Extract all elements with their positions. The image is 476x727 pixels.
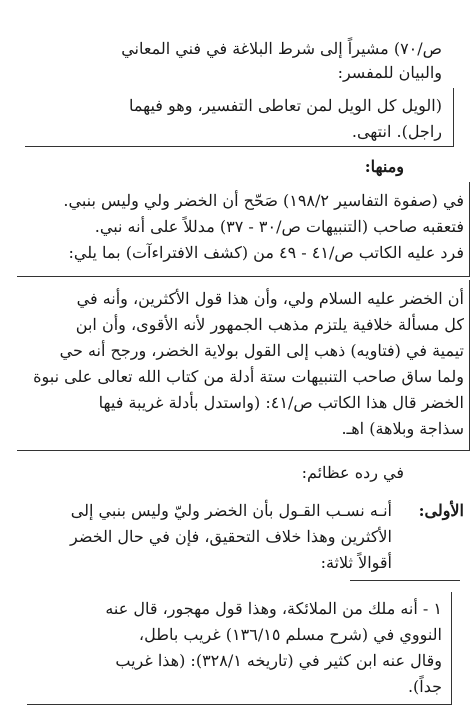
text-line: النووي في (شرح مسلم ١٣٦/١٥) غريب باطل، (138, 625, 442, 644)
text-box (27, 592, 452, 705)
text-line: راجل). انتهى. (351, 122, 442, 141)
text-line: في (صفوة التفاسير ١٩٨/٢) صَحّح أن الخضر ولي وليس بنبي. (63, 191, 464, 210)
text-line: أقوالاً ثلاثة: (320, 553, 392, 572)
text-line: ١ - أنه ملك من الملائكة، وهذا قول مهجور، قال عنه (105, 599, 442, 618)
text-line: كل مسألة خلافية يلتزم مذهب الجمهور لأنه الأقوى، وأن ابن (75, 315, 464, 334)
divider-line (350, 580, 460, 581)
text-line: تيمية في (فتاويه) ذهب إلى القول بولاية الخضر، ورجح أنه حي (59, 341, 464, 360)
text-box (17, 182, 470, 277)
document-page (14, 0, 464, 727)
text-box (17, 280, 470, 451)
text-line: ولما ساق صاحب التنبيهات ستة أدلة من كتاب الله تعالى على نبوة (33, 367, 464, 386)
text-line: (الويل كل الويل لمن تعاطى التفسير، وهو فيهما (128, 96, 442, 115)
text-line: الأكثرين وهذا خلاف التحقيق، فإن في حال الخضر (69, 527, 392, 546)
text-line: جداً). (407, 677, 442, 696)
text-line: سذاجة وبلاهة) اهـ. (341, 419, 464, 438)
text-line: الخضر قال هذا الكاتب ص/٤١: (واستدل بأدلة غريبة فيها (98, 393, 464, 412)
text-line: ص/٧٠) مشيراً إلى شرط البلاغة في فني المعاني (121, 39, 442, 58)
text-line: أنـه نسـب القـول بأن الخضر وليّ وليس بنبي إلى (70, 501, 392, 520)
text-line: فتعقبه صاحب (التنبيهات ص/٣٠ - ٣٧) مدللاً على أنه نبي. (94, 217, 464, 236)
text-line: أن الخضر عليه السلام ولي، وأن هذا قول الأكثرين، وأنه في (76, 289, 464, 308)
point-label: الأولى: (418, 501, 464, 520)
section-heading: ومنها: (364, 157, 404, 176)
quote-box (25, 88, 454, 147)
text-line: وقال عنه ابن كثير في (تاريخه ٣٢٨/١): (هذا غريب (115, 651, 442, 670)
text-line: فرد عليه الكاتب ص/٤١ - ٤٩ من (كشف الافتراءآت) بما يلي: (68, 243, 464, 262)
section-heading: في رده عظائم: (301, 463, 404, 482)
text-line: والبيان للمفسر: (337, 63, 442, 82)
